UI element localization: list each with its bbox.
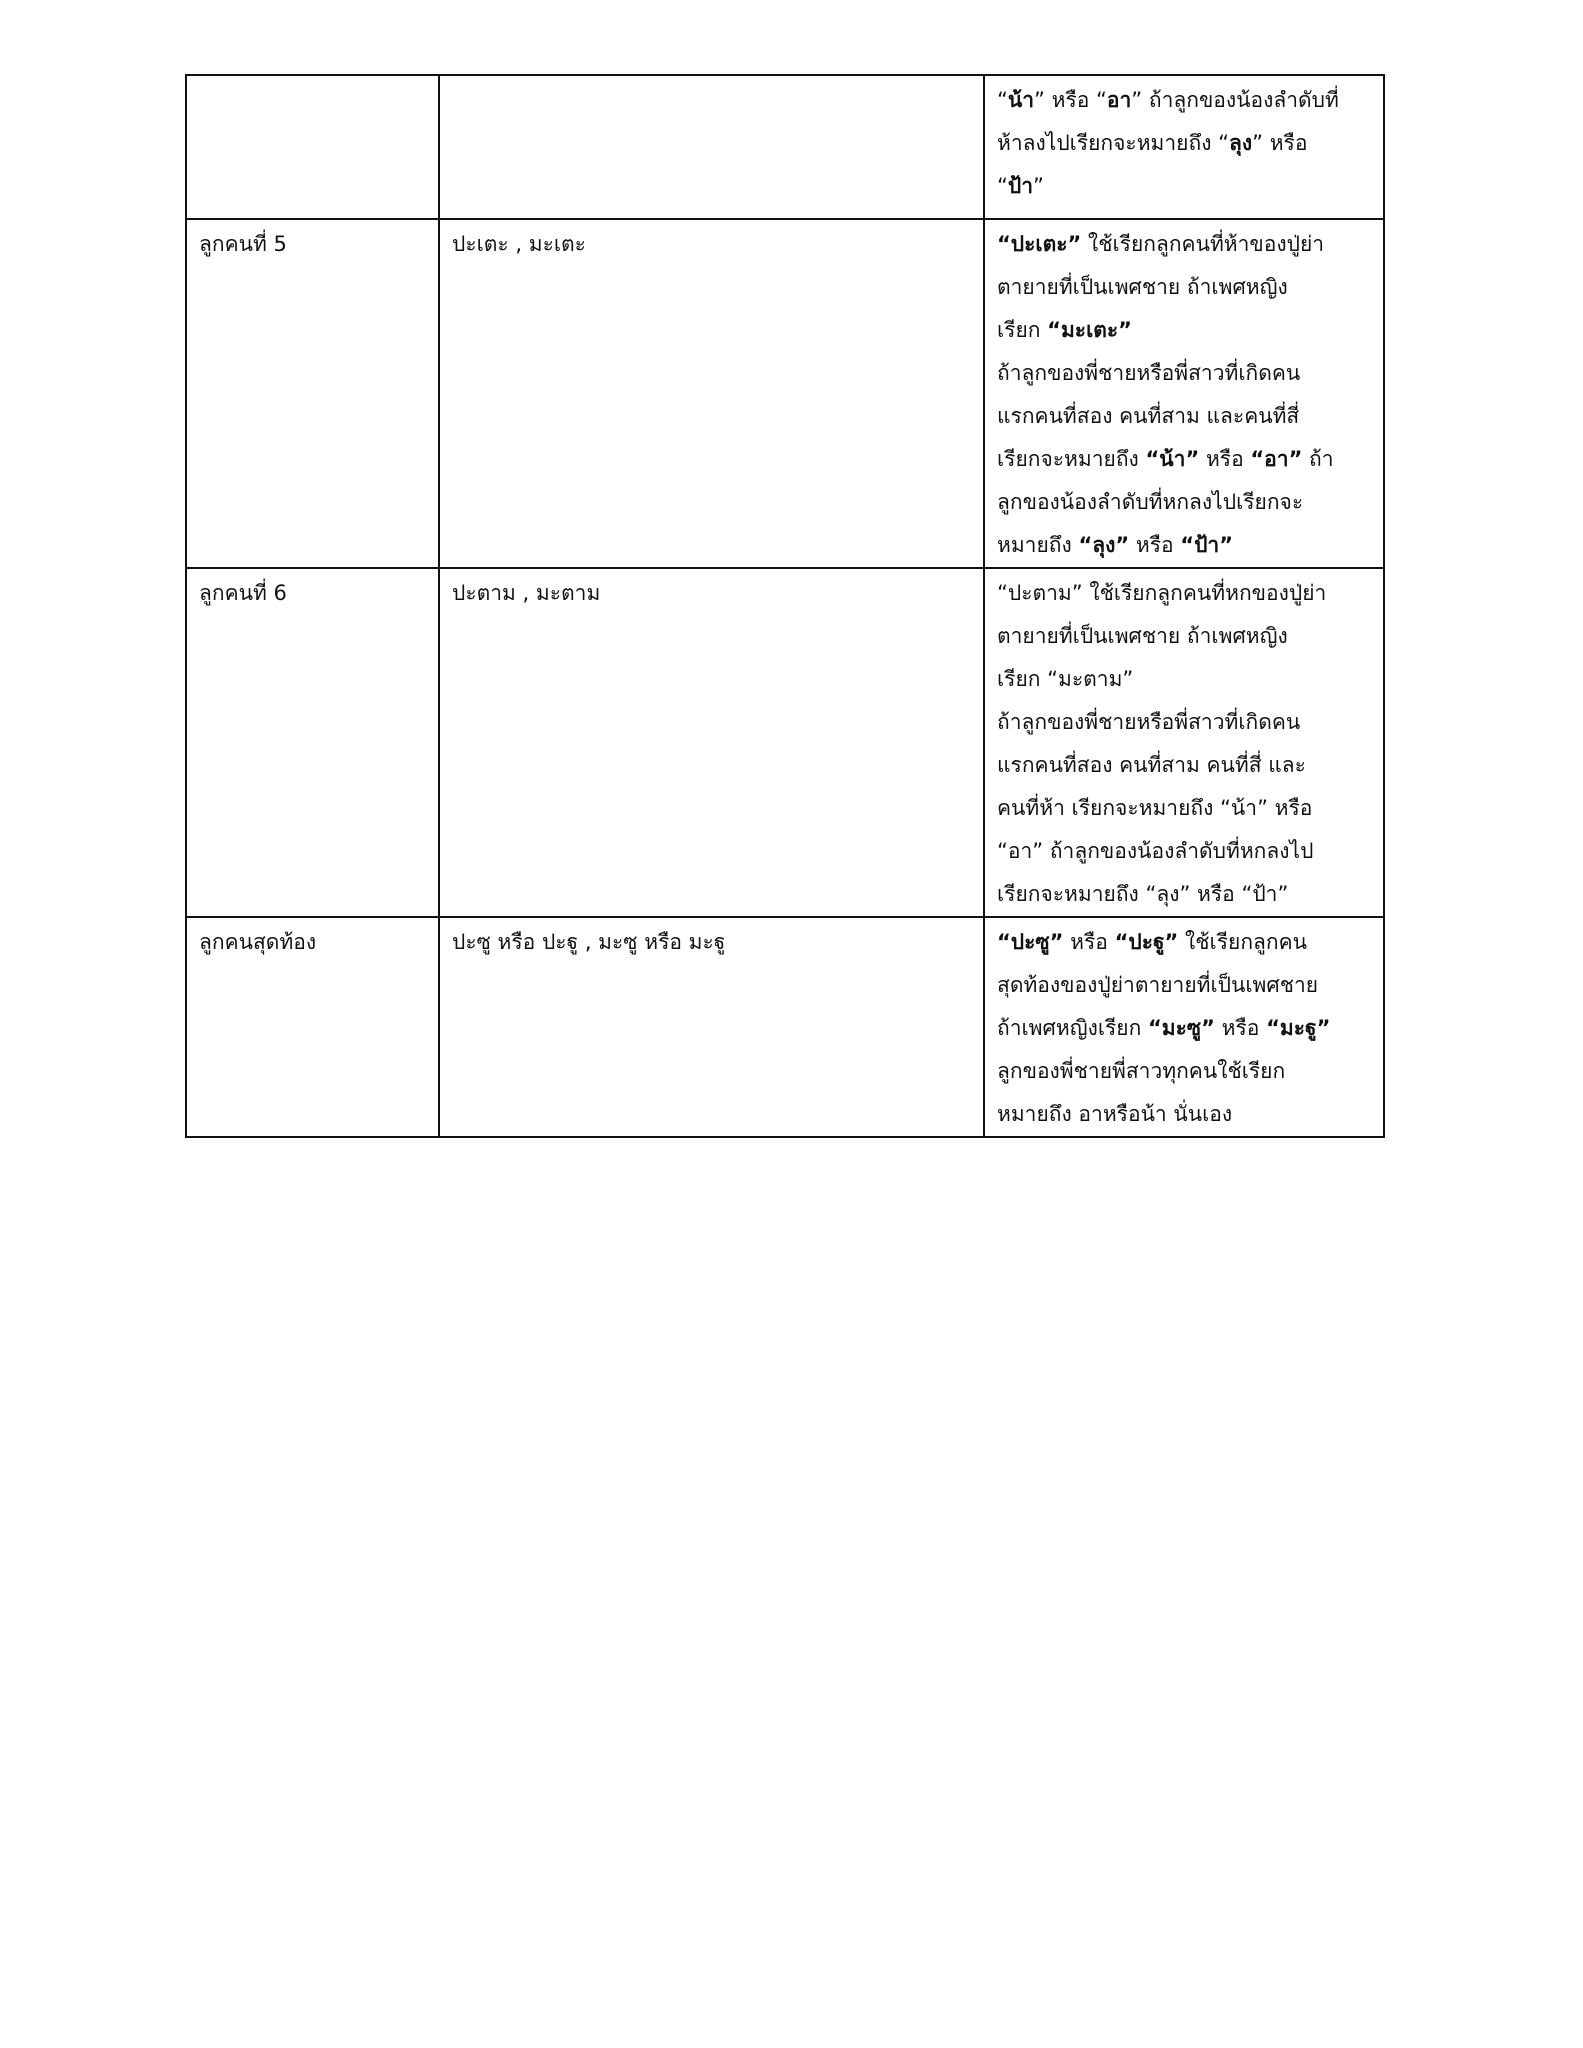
- text-segment: “ปะตาม” ใช้เรียกลูกคนที่หกของปู่ย่า: [997, 581, 1327, 605]
- text-segment: เรียก “มะตาม”: [997, 667, 1134, 691]
- bold-term: ลุง: [1229, 131, 1253, 155]
- description-line: [997, 438, 1371, 481]
- table-row: [186, 568, 1384, 917]
- description-line: [997, 658, 1371, 701]
- text-segment: เรียกจะหมายถึง: [997, 447, 1146, 471]
- description-line: [997, 572, 1371, 615]
- text-segment: ถ้า: [1302, 447, 1334, 471]
- description-line: [997, 1050, 1371, 1093]
- bold-term: ป้า: [1007, 174, 1034, 198]
- bold-term: “ป้า”: [1180, 533, 1233, 557]
- text-segment: ” หรือ: [1252, 131, 1308, 155]
- text-segment: หรือ: [1214, 1016, 1267, 1040]
- description-line: [997, 744, 1371, 787]
- kin-term-cell: ปะตาม , มะตาม: [439, 568, 984, 917]
- description-cell: [984, 75, 1384, 219]
- birth-order-cell: ลูกคนที่ 5: [186, 219, 439, 568]
- birth-order-cell: ลูกคนที่ 6: [186, 568, 439, 917]
- description-line: [997, 395, 1371, 438]
- description-line: [997, 524, 1371, 567]
- description-line: [997, 266, 1371, 309]
- text-segment: ” ถ้าลูกของน้องลำดับที่: [1131, 88, 1339, 112]
- bold-term: “ปะเตะ”: [997, 232, 1082, 256]
- text-segment: “: [997, 88, 1008, 112]
- text-segment: คนที่ห้า เรียกจะหมายถึง “น้า” หรือ: [997, 796, 1313, 820]
- bold-term: “ลุง”: [1078, 533, 1130, 557]
- description-cell: [984, 219, 1384, 568]
- text-segment: เรียกจะหมายถึง “ลุง” หรือ “ป้า”: [997, 882, 1289, 906]
- description-line: [997, 79, 1371, 122]
- text-segment: ลูกของน้องลำดับที่หกลงไปเรียกจะ: [997, 490, 1304, 514]
- kin-term-cell: [439, 75, 984, 219]
- description-cell: [984, 568, 1384, 917]
- text-segment: หรือ: [1199, 447, 1251, 471]
- bold-term: “น้า”: [1145, 447, 1200, 471]
- bold-term: “มะซู”: [1148, 1016, 1215, 1040]
- text-segment: ถ้าเพศหญิงเรียก: [997, 1016, 1148, 1040]
- bold-term: “มะฐู”: [1266, 1016, 1331, 1040]
- table-row: [186, 75, 1384, 219]
- text-segment: แรกคนที่สอง คนที่สาม คนที่สี่ และ: [997, 753, 1306, 777]
- kin-term-cell: ปะซู หรือ ปะฐู , มะซู หรือ มะฐู: [439, 917, 984, 1137]
- text-segment: ” หรือ “: [1034, 88, 1107, 112]
- text-segment: ลูกของพี่ชายพี่สาวทุกคนใช้เรียก: [997, 1059, 1286, 1083]
- bold-term: น้า: [1007, 88, 1035, 112]
- text-segment: ใช้เรียกลูกคน: [1178, 930, 1308, 954]
- birth-order-cell: ลูกคนสุดท้อง: [186, 917, 439, 1137]
- bold-term: “ปะซู”: [997, 930, 1064, 954]
- text-segment: หรือ: [1063, 930, 1115, 954]
- table-body: [186, 75, 1384, 1137]
- description-line: [997, 352, 1371, 395]
- description-line: [997, 165, 1371, 208]
- text-segment: ใช้เรียกลูกคนที่ห้าของปู่ย่า: [1081, 232, 1325, 256]
- text-segment: แรกคนที่สอง คนที่สาม และคนที่สี่: [997, 404, 1300, 428]
- text-segment: สุดท้องของปู่ย่าตายายที่เป็นเพศชาย: [997, 973, 1319, 997]
- description-line: [997, 309, 1371, 352]
- text-segment: ตายายที่เป็นเพศชาย ถ้าเพศหญิง: [997, 275, 1288, 299]
- bold-term: “มะเตะ”: [1047, 318, 1132, 342]
- description-line: [997, 787, 1371, 830]
- bold-term: “ปะฐู”: [1114, 930, 1179, 954]
- text-segment: “อา” ถ้าลูกของน้องลำดับที่หกลงไป: [997, 839, 1314, 863]
- description-line: [997, 921, 1371, 964]
- text-segment: เรียก: [997, 318, 1048, 342]
- description-line: [997, 223, 1371, 266]
- description-line: [997, 1093, 1371, 1136]
- text-segment: ตายายที่เป็นเพศชาย ถ้าเพศหญิง: [997, 624, 1288, 648]
- description-cell: [984, 917, 1384, 1137]
- description-line: [997, 830, 1371, 873]
- description-line: [997, 964, 1371, 1007]
- text-segment: หมายถึง: [997, 533, 1079, 557]
- kin-term-cell: ปะเตะ , มะเตะ: [439, 219, 984, 568]
- text-segment: “: [997, 174, 1008, 198]
- bold-term: อา: [1106, 88, 1132, 112]
- description-line: [997, 615, 1371, 658]
- description-line: [997, 1007, 1371, 1050]
- text-segment: ถ้าลูกของพี่ชายหรือพี่สาวที่เกิดคน: [997, 710, 1301, 734]
- description-line: [997, 873, 1371, 916]
- description-line: [997, 701, 1371, 744]
- description-line: [997, 122, 1371, 165]
- kinship-terms-table: [185, 74, 1385, 1138]
- text-segment: หมายถึง อาหรือน้า นั่นเอง: [997, 1102, 1233, 1126]
- description-line: [997, 481, 1371, 524]
- text-segment: หรือ: [1129, 533, 1181, 557]
- table-row: [186, 917, 1384, 1137]
- bold-term: “อา”: [1250, 447, 1303, 471]
- birth-order-cell: [186, 75, 439, 219]
- text-segment: ห้าลงไปเรียกจะหมายถึง “: [997, 131, 1230, 155]
- table-row: [186, 219, 1384, 568]
- text-segment: ”: [1033, 174, 1044, 198]
- text-segment: ถ้าลูกของพี่ชายหรือพี่สาวที่เกิดคน: [997, 361, 1301, 385]
